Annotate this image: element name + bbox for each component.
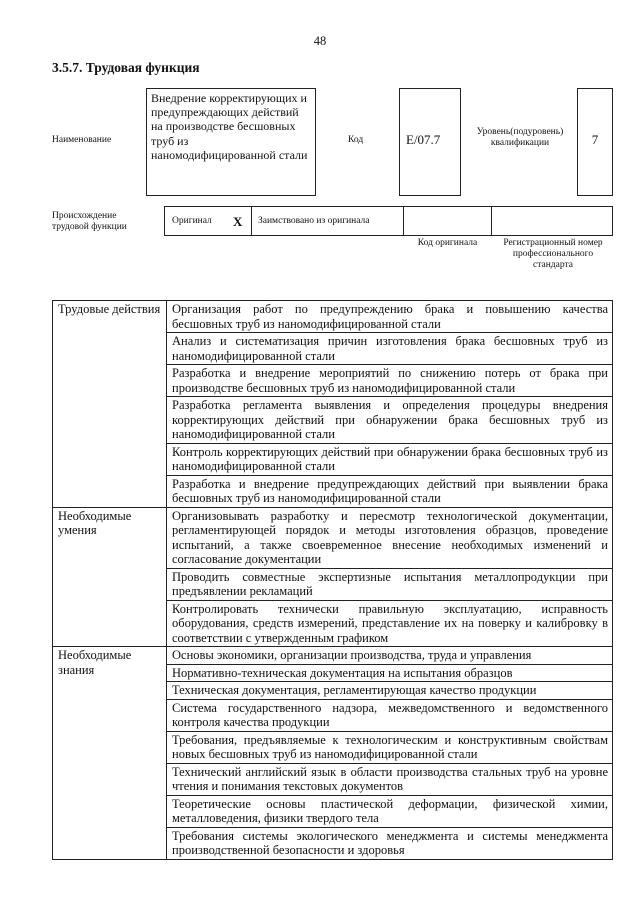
list-item: Разработка и внедрение предупреждающих действий при выявлении брака бесшовных труб из наномодифицированной стали (167, 475, 613, 507)
name-label: Наименование (52, 135, 112, 145)
page-number: 48 (313, 34, 327, 48)
origin-original-label: Оригинал (172, 216, 212, 226)
list-item: Анализ и систематизация причин изготовления брака бесшовных труб из наномодифицированной стали (167, 333, 613, 365)
section-title-skills: Необходимые умения (53, 507, 167, 647)
list-item: Разработка регламента выявления и определения процедуры внедрения корректирующих действий при обнаружении брака бесшовных труб из наномодифицированной стали (167, 397, 613, 444)
origin-original-cell (164, 206, 252, 236)
table-row (53, 647, 613, 665)
reg-number-caption: Регистрационный номер профессионального стандарта (503, 238, 603, 270)
code-value: E/07.7 (406, 132, 441, 147)
name-value: Внедрение корректирующих и предупреждающих действий на производстве бесшовных труб из наномодифицированной стали (151, 91, 308, 162)
list-item: Организация работ по предупреждению брака и повышению качества бесшовных труб из наномодифицированной стали (167, 301, 613, 333)
origin-original-mark: X (233, 214, 243, 229)
table-row (53, 507, 613, 568)
section-title: 3.5.7. Трудовая функция (52, 60, 200, 75)
list-item: Система государственного надзора, межведомственного и ведомственного контроля качества продукции (167, 699, 613, 731)
list-item: Нормативно-техническая документация на испытания образцов (167, 664, 613, 682)
list-item: Организовывать разработку и пересмотр технологической документации, регламентирующей порядок и методы изготовления образцов, проведение испытаний, а также своевременное внесение необходимых изменений и согласование документации (167, 507, 613, 568)
list-item: Контролировать технически правильную эксплуатацию, исправность оборудования, средств измерений, представление их на поверку и калибровку в соответствии с утвержденным графиком (167, 600, 613, 647)
list-item: Теоретические основы пластической деформации, физической химии, металловедения, физики твердого тела (167, 795, 613, 827)
list-item: Разработка и внедрение мероприятий по снижению потерь от брака при производстве бесшовных труб из наномодифицированной стали (167, 365, 613, 397)
function-table (52, 300, 613, 860)
level-label: Уровень(подуровень) квалификации (476, 127, 564, 148)
origin-borrowed-label: Заимствовано из оригинала (258, 216, 370, 226)
section-title-knowledge: Необходимые знания (53, 647, 167, 860)
origin-borrowed-cell (251, 206, 404, 236)
origin-reg-cell (491, 206, 613, 236)
origin-code-cell (403, 206, 492, 236)
code-label: Код (348, 135, 364, 145)
code-value-box (399, 88, 461, 196)
list-item: Требования системы экологического менеджмента и системы менеджмента производственной безопасности и здоровья (167, 827, 613, 859)
name-value-box (146, 88, 316, 196)
code-original-caption: Код оригинала (417, 238, 478, 248)
list-item: Контроль корректирующих действий при обнаружении брака бесшовных труб из наномодифицированной стали (167, 443, 613, 475)
list-item: Проводить совместные экспертизные испытания металлопродукции при предъявлении рекламаций (167, 568, 613, 600)
list-item: Требования, предъявляемые к технологическим и конструктивным свойствам новых бесшовных труб из наномодифицированной стали (167, 731, 613, 763)
list-item: Техническая документация, регламентирующая качество продукции (167, 682, 613, 700)
list-item: Основы экономики, организации производства, труда и управления (167, 647, 613, 665)
origin-label: Происхождение трудовой функции (52, 211, 127, 232)
section-title-actions: Трудовые действия (53, 301, 167, 508)
list-item: Технический английский язык в области производства стальных труб на уровне чтения и понимания текстовых документов (167, 763, 613, 795)
table-row (53, 301, 613, 333)
level-value: 7 (591, 132, 599, 147)
level-value-box (577, 88, 613, 196)
